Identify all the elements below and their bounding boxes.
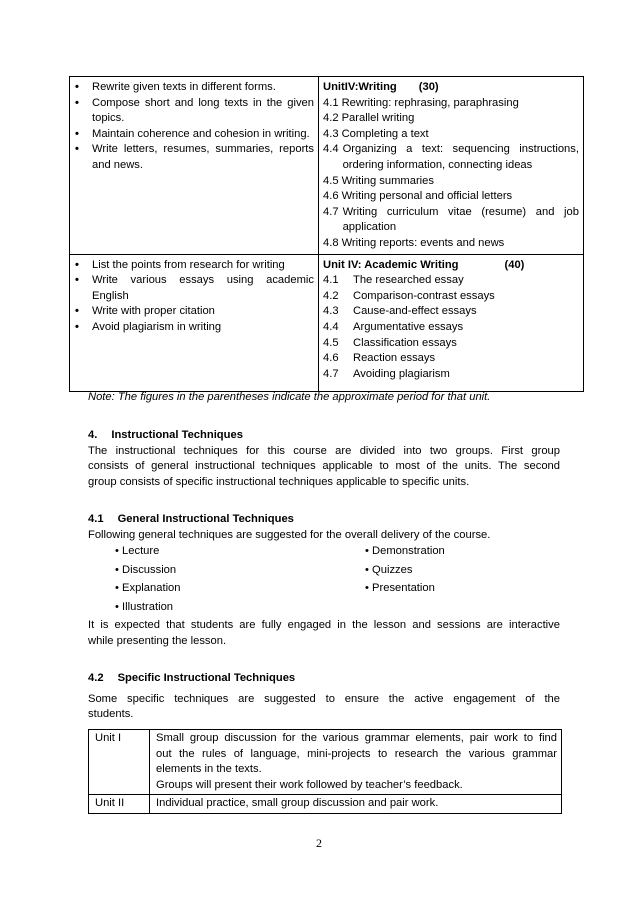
unit-heading: Unit IV: Academic Writing (40) bbox=[323, 258, 525, 271]
unit-topic: 4.7 Avoiding plagiarism bbox=[323, 367, 450, 380]
unit-topic: 4.4 Organizing a text: sequencing instructions, ordering information, connecting ideas bbox=[323, 143, 579, 171]
objectives-units-table bbox=[69, 76, 584, 392]
cell-line: Individual practice, small group discussion and pair work. bbox=[156, 797, 439, 810]
unit-topic: 4.5 Writing summaries bbox=[323, 174, 434, 187]
list-item: • Illustration bbox=[115, 600, 174, 613]
unit-label-cell: Unit I bbox=[89, 730, 150, 795]
objective-item: • Write with proper citation bbox=[75, 305, 215, 318]
period-note: Note: The figures in the parentheses indicate the approximate period for that unit. bbox=[88, 391, 491, 403]
objectives-cell bbox=[70, 77, 319, 255]
unit-topic: 4.3 Completing a text bbox=[323, 127, 429, 140]
unit-content-cell bbox=[319, 77, 584, 255]
section-heading: 4.1 General Instructional Techniques bbox=[88, 513, 294, 525]
section-specific-techniques bbox=[88, 671, 560, 723]
objective-item: • Write various essays using academic English bbox=[75, 274, 314, 302]
page-number: 2 bbox=[316, 836, 322, 850]
objective-item: • Maintain coherence and cohesion in writing. bbox=[75, 127, 310, 140]
table-row bbox=[70, 254, 584, 391]
paragraph-line: group consists of specific instructional techniques applicable to specific units. bbox=[88, 475, 470, 488]
general-techniques-closing bbox=[88, 618, 560, 649]
unit-topic: 4.6 Writing personal and official letters bbox=[323, 190, 513, 203]
objective-item: • Write letters, resumes, summaries, reports and news. bbox=[75, 143, 314, 171]
unit-topic: 4.5 Classification essays bbox=[323, 336, 457, 349]
table-row bbox=[89, 730, 562, 795]
paragraph-line: while presenting the lesson. bbox=[88, 634, 227, 647]
specific-techniques-table bbox=[88, 729, 562, 814]
section-heading: 4. Instructional Techniques bbox=[88, 429, 243, 441]
unit-topic: 4.2 Comparison-contrast essays bbox=[323, 289, 495, 302]
unit-topic: 4.7 Writing curriculum vitae (resume) and job application bbox=[323, 205, 579, 234]
unit-topic: 4.2 Parallel writing bbox=[323, 112, 415, 125]
unit-topic: 4.1 The researched essay bbox=[323, 274, 464, 287]
list-item: • Explanation bbox=[115, 582, 181, 594]
general-techniques-list bbox=[115, 544, 535, 618]
list-item: • Lecture bbox=[115, 545, 160, 557]
paragraph-line: consists of general instructional techniques applicable to most of the units. The second bbox=[88, 460, 560, 473]
list-item: • Quizzes bbox=[365, 563, 413, 576]
table-row bbox=[89, 795, 562, 814]
objective-item: • Compose short and long texts in the given topics. bbox=[75, 96, 314, 125]
objectives-cell bbox=[70, 254, 319, 391]
unit-topic: 4.1 Rewriting: rephrasing, paraphrasing bbox=[323, 96, 519, 109]
unit-topic: 4.6 Reaction essays bbox=[323, 352, 436, 365]
section-heading: 4.2 Specific Instructional Techniques bbox=[88, 672, 296, 684]
list-item: • Demonstration bbox=[365, 545, 445, 557]
section-instructional-techniques bbox=[88, 428, 560, 490]
technique-description-cell bbox=[150, 795, 562, 814]
paragraph-line: Following general techniques are suggested for the overall delivery of the course. bbox=[88, 528, 491, 541]
paragraph-line: It is expected that students are fully engaged in the lesson and sessions are interactive bbox=[88, 619, 560, 631]
unit-topic: 4.8 Writing reports: events and news bbox=[323, 236, 505, 249]
objective-item: • Avoid plagiarism in writing bbox=[75, 320, 222, 333]
cell-line: Small group discussion for the various grammar elements, pair work to find bbox=[156, 732, 557, 744]
unit-topic: 4.3 Cause-and-effect essays bbox=[323, 305, 477, 318]
section-general-techniques bbox=[88, 512, 560, 543]
unit-topic: 4.4 Argumentative essays bbox=[323, 320, 464, 333]
cell-line: out the rules of language, mini-projects to research the various grammar bbox=[156, 747, 557, 760]
unit-heading: UnitIV:Writing (30) bbox=[323, 81, 439, 93]
unit-content-cell bbox=[319, 254, 584, 391]
cell-line: Groups will present their work followed by teacher’s feedback. bbox=[156, 778, 463, 791]
list-item: • Discussion bbox=[115, 563, 177, 576]
unit-label-cell: Unit II bbox=[89, 795, 150, 814]
technique-description-cell bbox=[150, 730, 562, 795]
paragraph-line: The instructional techniques for this course are divided into two groups. First group bbox=[88, 444, 560, 457]
list-item: • Presentation bbox=[365, 582, 435, 594]
objective-item: • Rewrite given texts in different forms. bbox=[75, 81, 276, 93]
table-row bbox=[70, 77, 584, 255]
paragraph-line: students. bbox=[88, 708, 134, 721]
cell-line: elements in the texts. bbox=[156, 763, 262, 776]
objective-item: • List the points from research for writing bbox=[75, 258, 285, 271]
paragraph-line: Some specific techniques are suggested to ensure the active engagement of the bbox=[88, 692, 560, 705]
